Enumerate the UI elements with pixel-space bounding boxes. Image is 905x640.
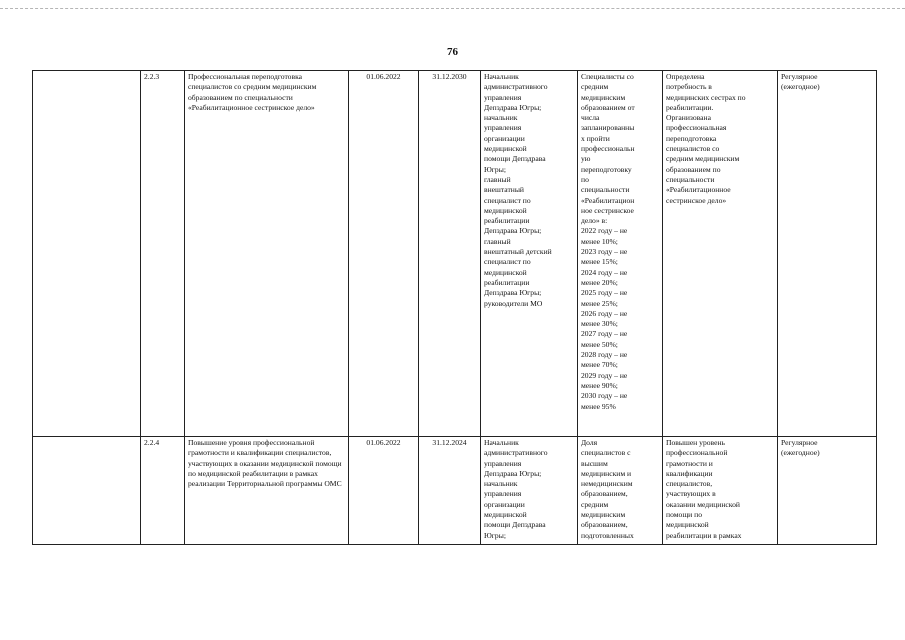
indicator-text: Специалисты со средним медицинским образованием от числа запланированны х пройти профессиональн ую переподготовку по специальности «Реабилитацион ное сестринское дело» в: 2022 году – не менее 10%; 2023 году – не менее 15%; 2024 году – не менее 20%; 2025 году – не менее 25%; 2026 году – не менее 30%; 2027 году – не менее 50%; 2028 году – не менее 70%; 2029 году – не менее 90%; 2030 году – не менее 95%: [581, 72, 635, 411]
empty-cell: [33, 71, 141, 437]
responsible: [481, 71, 578, 437]
plan-table: [32, 70, 877, 545]
start-date: 01.06.2022: [349, 437, 419, 545]
table-row: [33, 71, 877, 437]
end-date: 31.12.2024: [419, 437, 481, 545]
start-date: 01.06.2022: [349, 71, 419, 437]
responsible-text: Начальник административного управления Депздрава Югры; начальник управления организации медицинской помощи Депздрава Югры; главный внештатный специалист по медицинской реабилитации Депздрава Югры; главный внештатный детский специалист по медицинской реабилитации Депздрава Югры; руководители МО: [484, 72, 552, 308]
responsible-text: Начальник административного управления Депздрава Югры; начальник управления организации медицинской помощи Депздрава Югры;: [484, 438, 548, 540]
empty-cell: [33, 437, 141, 545]
event-name: Профессиональная переподготовка специалистов со средним медицинским образованием по специальности «Реабилитационное сестринское дело»: [185, 71, 349, 437]
periodicity: Регулярное (ежегодное): [778, 437, 877, 545]
result-text: Повышен уровень профессиональной грамотности и квалификации специалистов, участвующих в оказании медицинской помощи по медицинской реабилитации в рамках: [666, 438, 742, 540]
table-row: [33, 437, 877, 545]
end-date: 31.12.2030: [419, 71, 481, 437]
row-number: 2.2.4: [141, 437, 185, 545]
row-number: 2.2.3: [141, 71, 185, 437]
page-number: 76: [447, 46, 458, 58]
indicator: [578, 437, 663, 545]
indicator-text: Доля специалистов с высшим медицинским и немедицинским образованием, средним медицинским образованием, подготовленных: [581, 438, 634, 540]
result: [663, 71, 778, 437]
periodicity: Регулярное (ежегодное): [778, 71, 877, 437]
result: [663, 437, 778, 545]
responsible: [481, 437, 578, 545]
indicator: [578, 71, 663, 437]
scan-edge-line: [0, 8, 905, 9]
event-name: Повышение уровня профессиональной грамотности и квалификации специалистов, участвующих в оказании медицинской помощи по медицинской реабилитации в рамках реализации Территориальной программы ОМС: [185, 437, 349, 545]
result-text: Определена потребность в медицинских сестрах по реабилитации. Организована профессиональная переподготовка специалистов со средним медицинским образованием по специальности «Реабилитационное сестринское дело»: [666, 72, 746, 205]
